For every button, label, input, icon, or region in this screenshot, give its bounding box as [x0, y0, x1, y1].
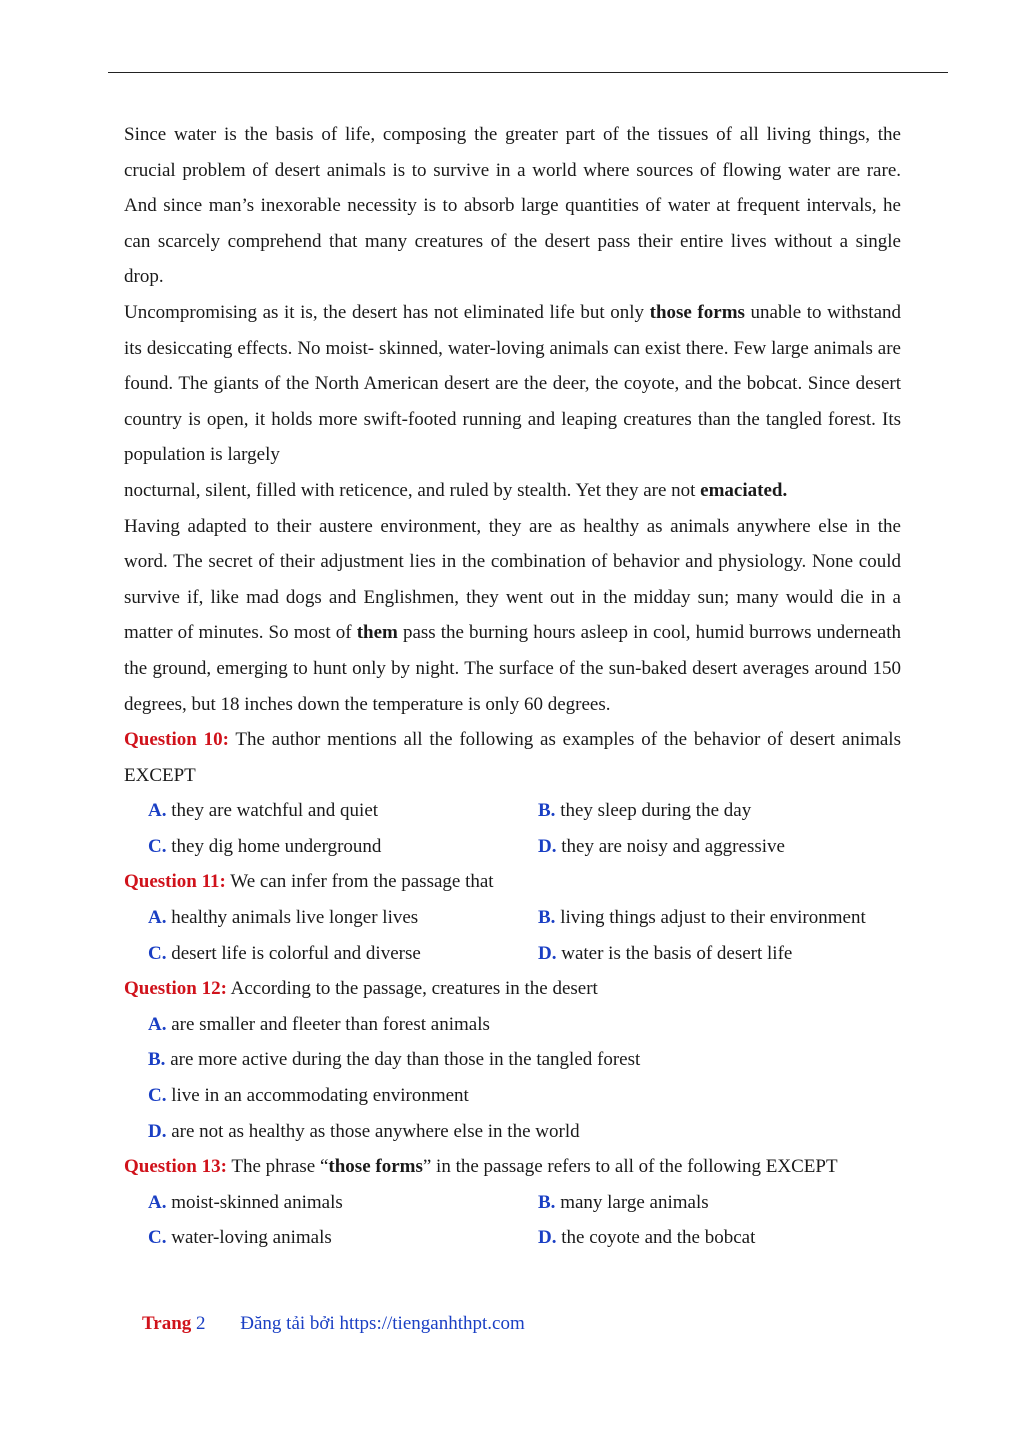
question-text: We can infer from the passage that: [225, 871, 494, 893]
option-d[interactable]: [538, 936, 928, 972]
highlight-emaciated: emaciated.: [700, 479, 788, 501]
option-letter: A.: [148, 907, 167, 929]
option-letter: C.: [148, 942, 167, 964]
passage-text: Having adapted to their austere environment, they are as healthy as animals anywhere else in the word. The secret of their adjustment lies in the combination of behavior and physiology. None could survive if, like mad dogs and Englishmen, they went out in the midday sun; many would die in a matter of minutes. So most of: [124, 515, 901, 644]
option-text: healthy animals live longer lives: [166, 907, 419, 929]
option-letter: B.: [538, 800, 556, 822]
question-text: The author mentions all the following as examples of the behavior of desert animals EXCEPT: [124, 729, 901, 786]
option-c[interactable]: [148, 829, 538, 865]
question-11: [124, 864, 901, 900]
option-d[interactable]: [538, 829, 928, 865]
question-12-options: [124, 1007, 901, 1149]
question-highlight: those forms: [328, 1156, 423, 1178]
option-letter: A.: [148, 1191, 167, 1213]
passage-text: pass the burning hours asleep in cool, humid burrows underneath the ground, emerging to hunt only by night. The surface of the sun-baked desert averages around 150 degrees, but 18 inches down the temperature is only 60 degrees.: [124, 622, 901, 715]
option-letter: A.: [148, 1013, 167, 1035]
question-12: [124, 971, 901, 1007]
option-text: are smaller and fleeter than forest animals: [166, 1013, 490, 1035]
passage-paragraph-1: [124, 117, 901, 295]
option-text: desert life is colorful and diverse: [166, 942, 421, 964]
option-c[interactable]: [148, 1078, 901, 1114]
option-letter: B.: [538, 1191, 556, 1213]
option-letter: D.: [538, 942, 557, 964]
question-10: [124, 722, 901, 793]
option-letter: A.: [148, 800, 167, 822]
document-body: [124, 117, 901, 1256]
option-d[interactable]: [538, 1220, 928, 1256]
page-footer: [142, 1313, 525, 1335]
option-b[interactable]: [148, 1042, 901, 1078]
question-label: Question 10:: [124, 729, 229, 751]
option-text: they are noisy and aggressive: [556, 835, 785, 857]
option-a[interactable]: [148, 793, 538, 829]
option-b[interactable]: [538, 900, 928, 936]
option-letter: D.: [148, 1120, 167, 1142]
question-text: ” in the passage refers to all of the following EXCEPT: [422, 1156, 838, 1178]
passage-text: nocturnal, silent, filled with reticence, and ruled by stealth. Yet they are not: [124, 479, 701, 501]
option-b[interactable]: [538, 1185, 928, 1221]
option-letter: C.: [148, 1085, 167, 1107]
option-letter: B.: [148, 1049, 166, 1071]
question-10-options: [124, 793, 901, 864]
option-text: water-loving animals: [166, 1227, 332, 1249]
question-13-options: [124, 1185, 901, 1256]
passage-text: Since water is the basis of life, composing the greater part of the tissues of all living things, the crucial problem of desert animals is to survive in a world where sources of flowing water are rare. And since man’s inexorable necessity is to absorb large quantities of water at frequent intervals, he can scarcely comprehend that many creatures of the desert pass their entire lives without a single drop.: [124, 124, 901, 288]
header-rule: [108, 72, 948, 73]
option-text: they are watchful and quiet: [166, 800, 379, 822]
highlight-them: them: [356, 622, 398, 644]
option-c[interactable]: [148, 936, 538, 972]
passage-text: Uncompromising as it is, the desert has not eliminated life but only: [124, 301, 650, 323]
passage-text: unable to withstand its desiccating effects. No moist- skinned, water-loving animals can exist there. Few large animals are found. The giants of the North American desert are the deer, the coyote, and the bobcat. Since desert country is open, it holds more swift-footed running and leaping creatures than the tangled forest. Its population is largely: [124, 301, 901, 466]
option-text: many large animals: [555, 1191, 709, 1213]
question-text: The phrase “: [226, 1156, 329, 1178]
question-13: [124, 1149, 901, 1185]
option-text: water is the basis of desert life: [556, 942, 793, 964]
option-text: they dig home underground: [166, 835, 382, 857]
option-d[interactable]: [148, 1114, 901, 1150]
question-label: Question 13:: [124, 1156, 227, 1178]
passage-paragraph-2: [124, 295, 901, 473]
passage-paragraph-4: [124, 509, 901, 723]
option-letter: B.: [538, 907, 556, 929]
option-letter: D.: [538, 835, 557, 857]
option-b[interactable]: [538, 793, 928, 829]
option-text: they sleep during the day: [555, 800, 752, 822]
question-label: Question 12:: [124, 978, 227, 1000]
option-text: are not as healthy as those anywhere else in the world: [166, 1120, 580, 1142]
option-text: moist-skinned animals: [166, 1191, 343, 1213]
option-text: live in an accommodating environment: [166, 1085, 469, 1107]
option-c[interactable]: [148, 1220, 538, 1256]
question-label: Question 11:: [124, 871, 226, 893]
option-a[interactable]: [148, 900, 538, 936]
question-text: According to the passage, creatures in the desert: [226, 978, 598, 1000]
passage-paragraph-3: [124, 473, 901, 509]
question-11-options: [124, 900, 901, 971]
option-text: are more active during the day than those in the tangled forest: [165, 1049, 641, 1071]
option-letter: C.: [148, 1227, 167, 1249]
footer-page-number: 2: [196, 1313, 206, 1334]
option-text: the coyote and the bobcat: [556, 1227, 756, 1249]
option-letter: C.: [148, 835, 167, 857]
footer-page-label: Trang: [142, 1313, 192, 1334]
option-a[interactable]: [148, 1185, 538, 1221]
footer-upload-link[interactable]: Đăng tải bởi https://tienganhthpt.com: [240, 1313, 525, 1334]
option-a[interactable]: [148, 1007, 901, 1043]
option-letter: D.: [538, 1227, 557, 1249]
highlight-those-forms: those forms: [649, 301, 745, 323]
option-text: living things adjust to their environment: [555, 907, 866, 929]
